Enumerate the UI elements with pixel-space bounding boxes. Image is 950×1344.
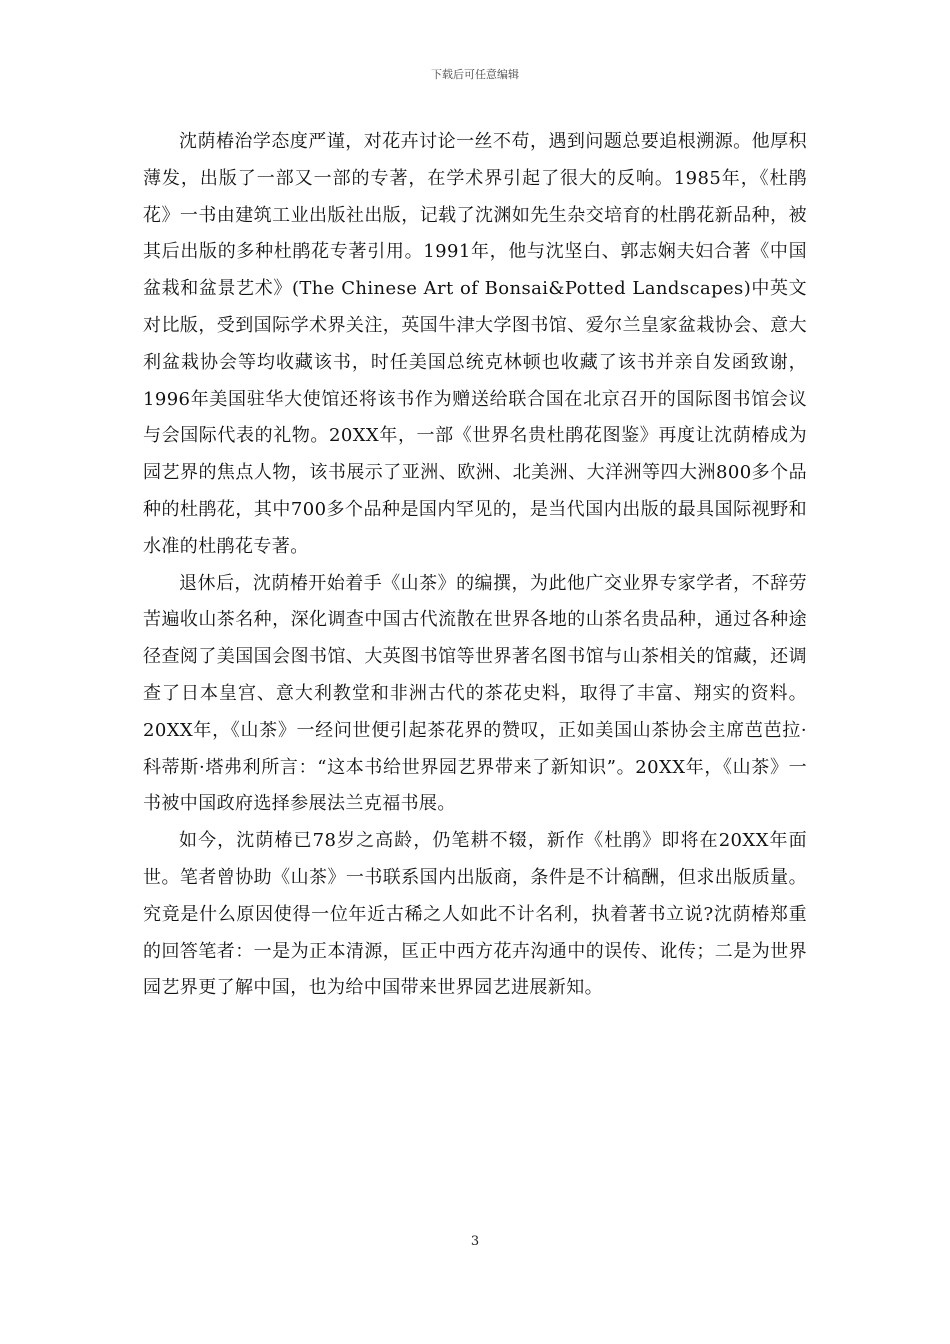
paragraph-2: 退休后，沈荫椿开始着手《山茶》的编撰，为此他广交业界专家学者，不辞劳苦遍收山茶名种，深化调查中国古代流散在世界各地的山茶名贵品种，通过各种途径查阅了美国国会图书馆、大英图书馆等世界著名图书馆与山茶相关的馆藏，还调查了日本皇宫、意大利教堂和非洲古代的茶花史料，取得了丰富、翔实的资料。20XX年，《山茶》一经问世便引起茶花界的赞叹，正如美国山茶协会主席芭芭拉·科蒂斯·塔弗利所言：“这本书给世界园艺界带来了新知识”。20XX年，《山茶》一书被中国政府选择参展法兰克福书展。: [143, 572, 807, 815]
paragraph-3: 如今，沈荫椿已78岁之高龄，仍笔耕不辍，新作《杜鹃》即将在20XX年面世。笔者曾协助《山茶》一书联系国内出版商，条件是不计稿酬，但求出版质量。究竟是什么原因使得一位年近古稀之人如此不计名利，执着著书立说?沈荫椿郑重的回答笔者：一是为正本清源，匡正中西方花卉沟通中的误传、讹传；二是为世界园艺界更了解中国，也为给中国带来世界园艺进展新知。: [143, 830, 807, 999]
page-number: 3: [470, 1234, 480, 1249]
page-header: 下载后可任意编辑: [431, 68, 519, 81]
body-text: [143, 124, 807, 1007]
paragraph-1: 沈荫椿治学态度严谨，对花卉讨论一丝不苟，遇到问题总要追根溯源。他厚积薄发，出版了一部又一部的专著，在学术界引起了很大的反响。1985年，《杜鹃花》一书由建筑工业出版社出版，记载了沈渊如先生杂交培育的杜鹃花新品种，被其后出版的多种杜鹃花专著引用。1991年，他与沈坚白、郭志娴夫妇合著《中国盆栽和盆景艺术》(The Chinese Art of Bonsai&Potted Landscapes)中英文对比版，受到国际学术界关注，英国牛津大学图书馆、爱尔兰皇家盆栽协会、意大利盆栽协会等均收藏该书，时任美国总统克林顿也收藏了该书并亲自发函致谢，1996年美国驻华大使馆还将该书作为赠送给联合国在北京召开的国际图书馆会议与会国际代表的礼物。20XX年，一部《世界名贵杜鹃花图鉴》再度让沈荫椿成为园艺界的焦点人物，该书展示了亚洲、欧洲、北美洲、大洋洲等四大洲800多个品种的杜鹃花，其中700多个品种是国内罕见的，是当代国内出版的最具国际视野和水准的杜鹃花专著。: [143, 131, 807, 557]
